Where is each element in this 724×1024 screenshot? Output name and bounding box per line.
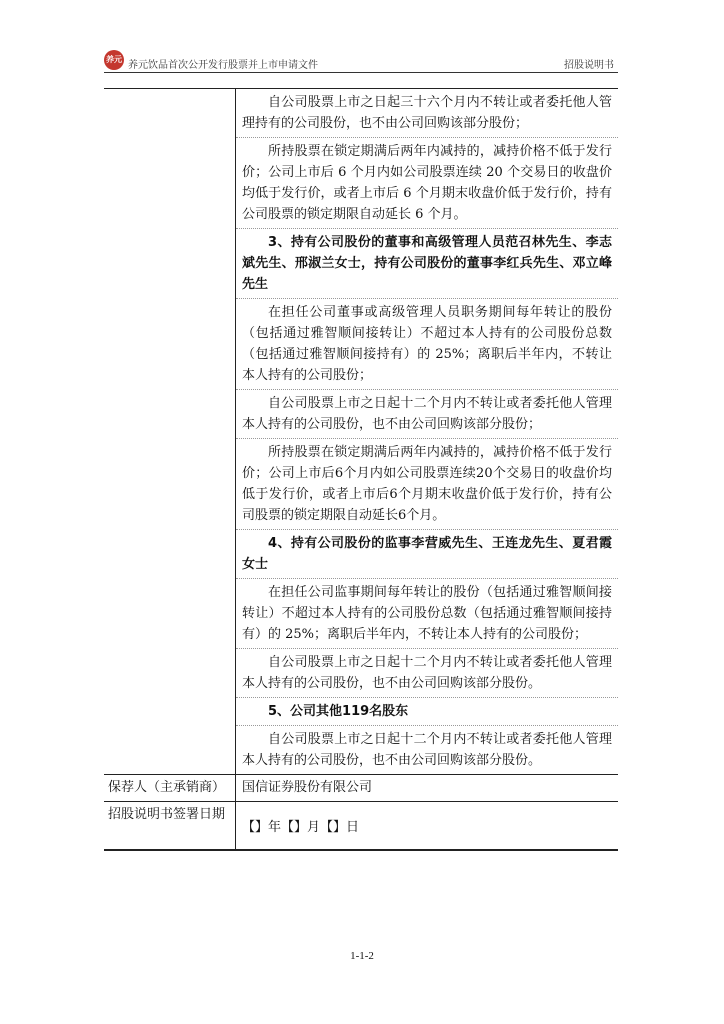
page-number: 1-1-2 [350,950,374,962]
sponsor-value: 国信证券股份有限公司 [242,780,373,795]
page-header [104,50,618,73]
info-table [104,88,618,851]
lockup-commitments [236,89,618,774]
signing-date-value: 【】年【】月【】日 [242,820,360,835]
commitment-paragraph: 在担任公司监事期间每年转让的股份（包括通过雅智顺间接转让）不超过本人持有的公司股份总数（包括通过雅智顺间接持有）的 25%；离职后半年内，不转让本人持有的公司股份； [242,585,612,642]
commitment-paragraph: 自公司股票上市之日起十二个月内不转让或者委托他人管理本人持有的公司股份，也不由公司回购该部分股份； [242,396,612,432]
sponsor-label: 保荐人（主承销商） [104,775,236,801]
commitment-block [236,229,618,299]
commitment-paragraph: 自公司股票上市之日起十二个月内不转让或者委托他人管理本人持有的公司股份，也不由公司回购该部分股份。 [242,655,612,691]
commitment-block [236,138,618,229]
commitment-block [236,530,618,579]
commitment-paragraph: 所持股票在锁定期满后两年内减持的，减持价格不低于发行价；公司上市后6个月内如公司股票连续20个交易日的收盘价均低于发行价，或者上市后6个月期末收盘价低于发行价，持有公司股票的锁定期限自动延长6个月。 [242,445,612,523]
commitment-block [236,649,618,698]
commitment-block [236,390,618,439]
commitment-paragraph: 自公司股票上市之日起三十六个月内不转让或者委托他人管理持有的公司股份，也不由公司回购该部分股份； [242,95,612,131]
commitment-block [236,579,618,649]
commitment-block [236,439,618,530]
section-heading: 5、公司其他119名股东 [268,704,409,719]
commitment-paragraph: 所持股票在锁定期满后两年内减持的，减持价格不低于发行价；公司上市后 6 个月内如公司股票连续 20 个交易日的收盘价均低于发行价，或者上市后 6 个月期末收盘价低于发行价，持有公司股票的锁定期限自动延长 6 个月。 [242,144,612,222]
commitment-block [236,726,618,774]
section-heading: 4、持有公司股份的监事李营威先生、王连龙先生、夏君霞女士 [242,536,612,572]
sponsor-row [104,775,618,802]
signing-date-row [104,802,618,849]
header-document-type: 招股说明书 [564,60,614,71]
commitment-block [236,89,618,138]
commitment-paragraph: 自公司股票上市之日起十二个月内不转让或者委托他人管理本人持有的公司股份，也不由公司回购该部分股份。 [242,732,612,768]
commitment-block [236,698,618,726]
commitment-block [236,299,618,390]
header-document-title: 养元饮品首次公开发行股票并上市申请文件 [128,60,318,71]
signing-date-label: 招股说明书签署日期 [104,802,236,849]
section-heading: 3、持有公司股份的董事和高级管理人员范召林先生、李志斌先生、邢淑兰女士，持有公司股份的董事李红兵先生、邓立峰先生 [242,235,612,292]
lockup-row [104,89,618,775]
commitment-paragraph: 在担任公司董事或高级管理人员职务期间每年转让的股份（包括通过雅智顺间接转让）不超过本人持有的公司股份总数（包括通过雅智顺间接持有）的 25%；离职后半年内，不转让本人持有的公司股份； [242,305,612,383]
lockup-row-label [104,89,236,774]
company-logo: 养元 [104,50,124,70]
